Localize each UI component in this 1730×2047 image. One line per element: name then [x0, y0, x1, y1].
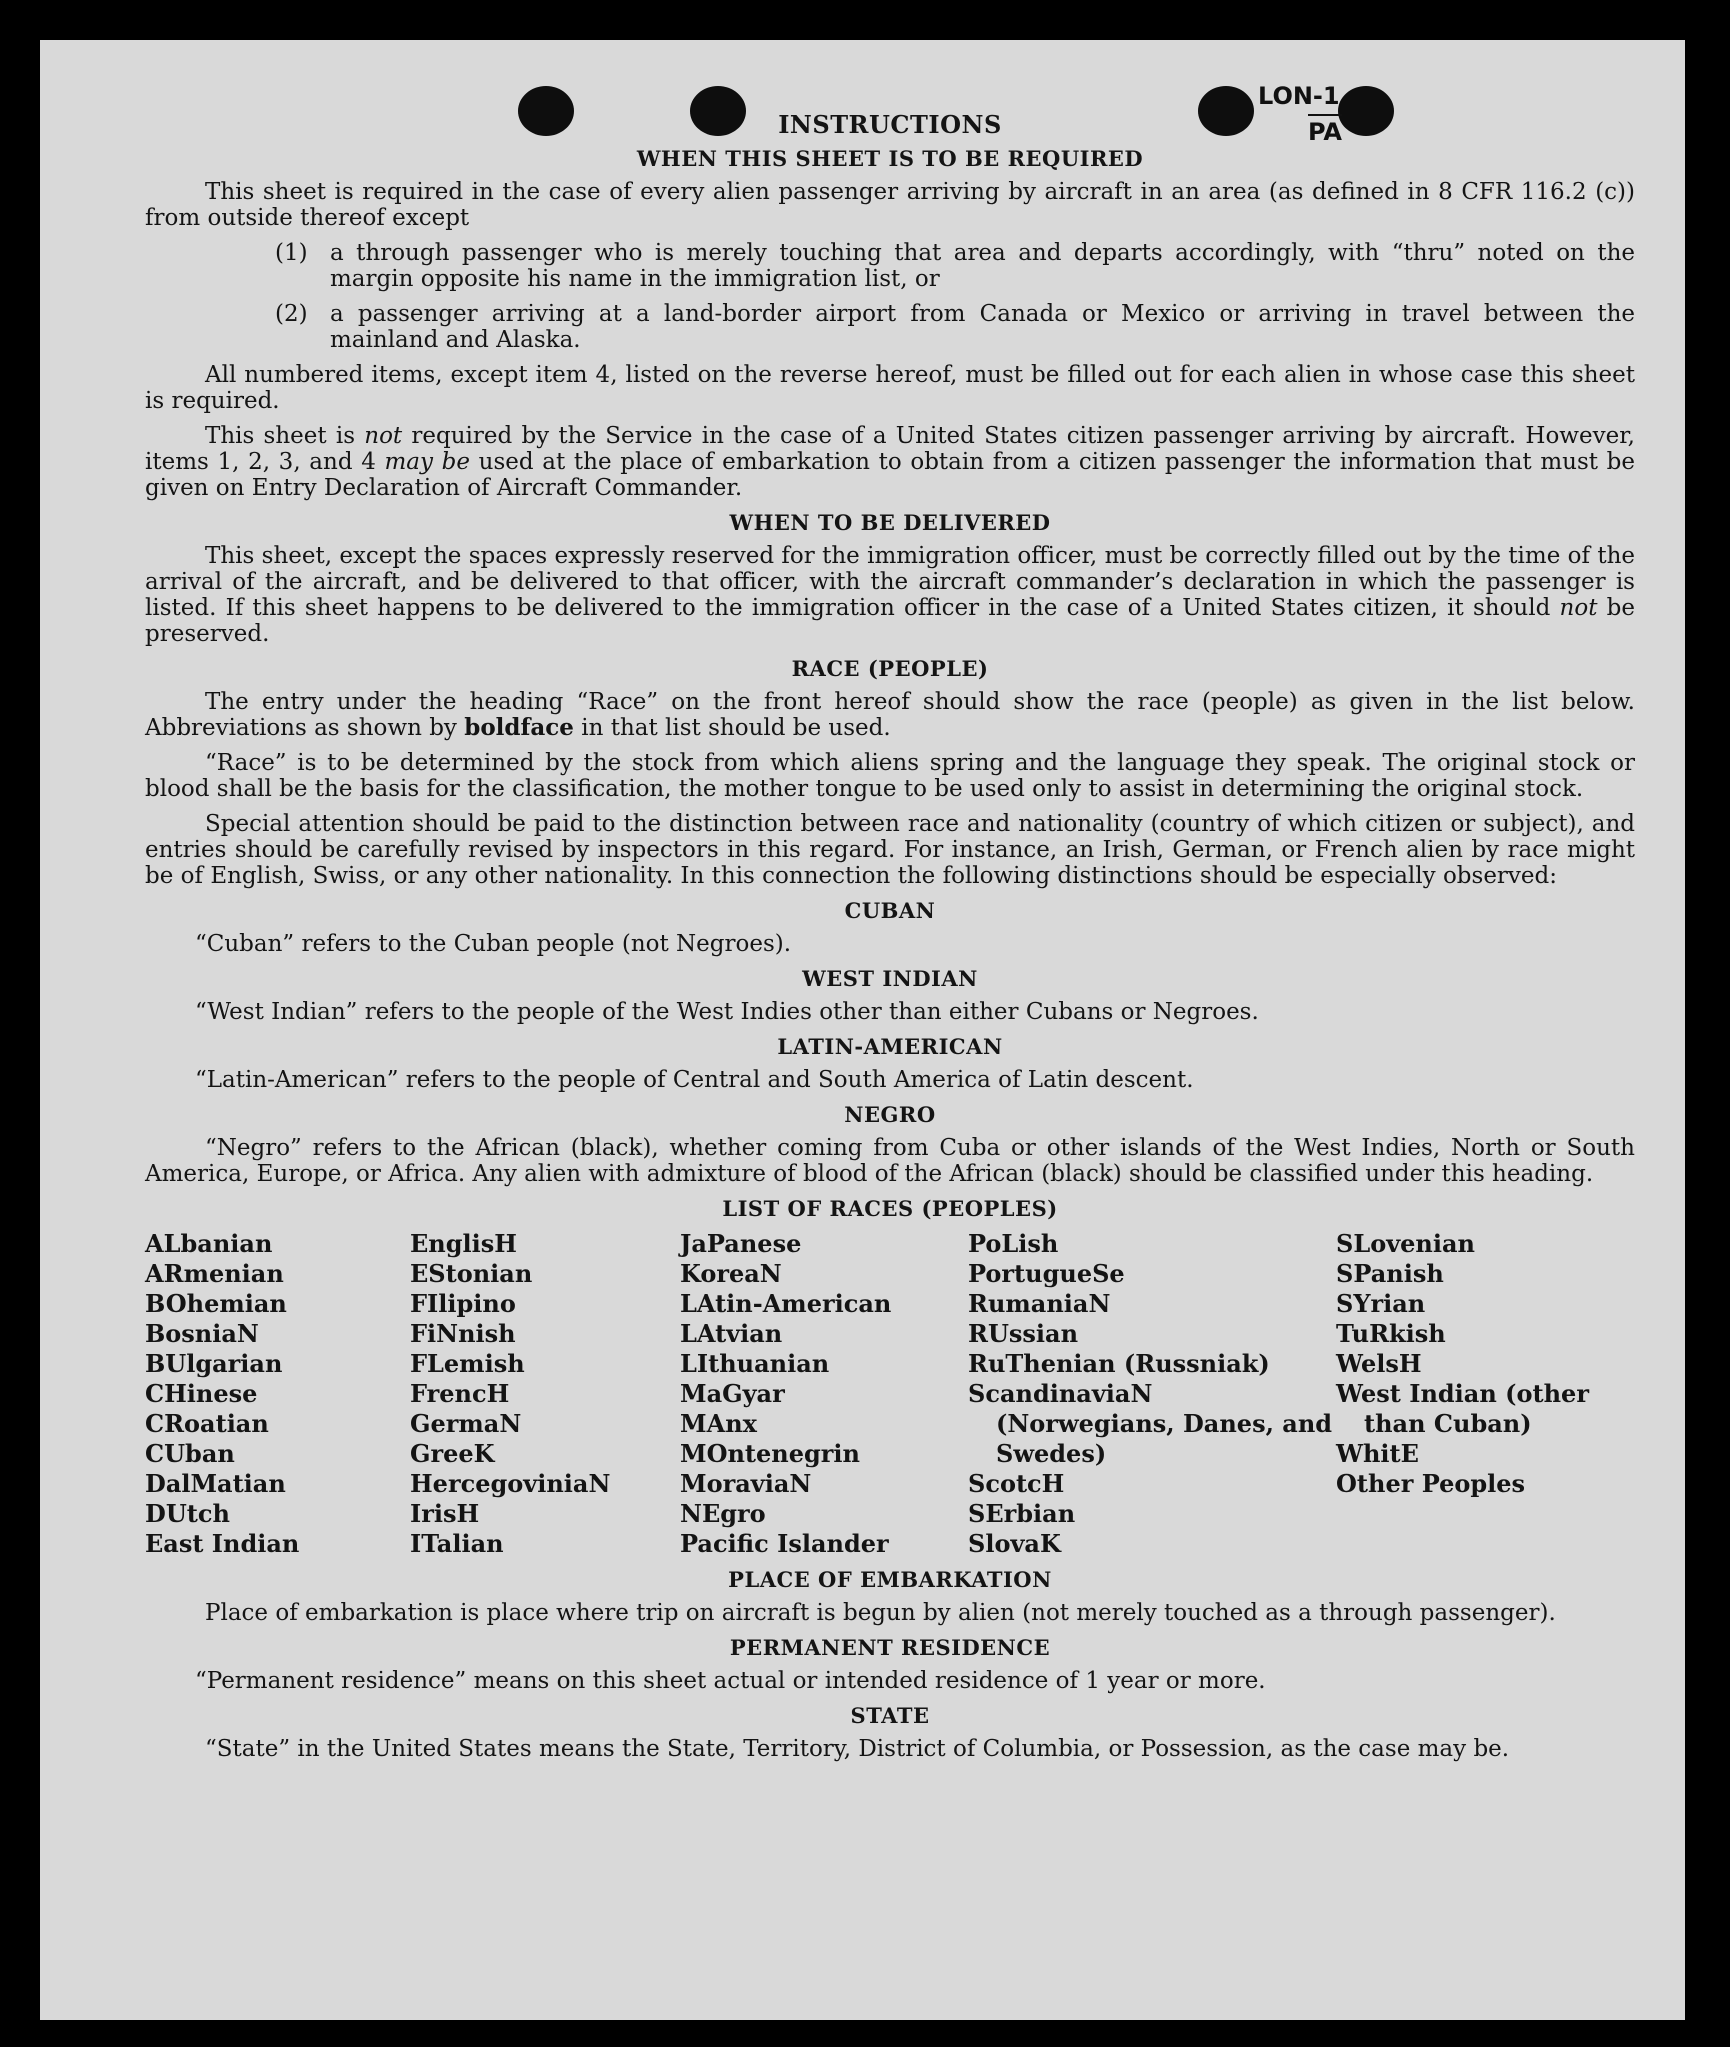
state-definition: “State” in the United States means the State, Territory, District of Columbia, or Possession, as the case may be. [205, 1736, 1510, 1762]
heading-west-indian: WEST INDIAN [802, 966, 978, 991]
races-column-2 [410, 1229, 680, 1559]
race-item: MAnx [680, 1409, 757, 1438]
race-item: SYrian [1336, 1289, 1426, 1318]
race-item: East Indian [145, 1529, 300, 1558]
race-item: MoraviaN [680, 1469, 812, 1498]
race-item: ScandinaviaN (Norwegians, Danes, and Swedes) [968, 1379, 1333, 1468]
race-item: EnglisH [410, 1229, 517, 1258]
race-item: ITalian [410, 1529, 504, 1558]
race-item: PortugueSe [968, 1259, 1125, 1288]
races-column-1 [145, 1229, 410, 1559]
margin-note-top: LON-1 [1258, 82, 1340, 110]
heading-residence: PERMANENT RESIDENCE [729, 1635, 1051, 1660]
page-title: INSTRUCTIONS [778, 110, 1002, 139]
race-item: GreeK [410, 1439, 495, 1468]
emphasis-not: not [364, 423, 403, 449]
race-item: NEgro [680, 1499, 766, 1528]
race-item: MaGyar [680, 1379, 785, 1408]
document-sheet [40, 40, 1685, 2020]
race-item: LIthuanian [680, 1349, 830, 1378]
race-paragraph-1 [145, 689, 1635, 741]
instructions-body [145, 112, 1635, 1771]
exception-text: a through passenger who is merely touching that area and departs accordingly, with “thru” noted on the margin opposite his name in the immigration list, or [330, 240, 1635, 292]
negro-definition: “Negro” refers to the African (black), whether coming from Cuba or other islands of the West Indies, North or South America, Europe, or Africa. Any alien with admixture of blood of the African (black) should be classified under this heading. [145, 1135, 1635, 1187]
race-item: LAtvian [680, 1319, 783, 1348]
race-item: SLovenian [1336, 1229, 1475, 1258]
text-run: be preserved. [145, 595, 1635, 647]
text-run: This sheet is [205, 423, 365, 449]
residence-definition: “Permanent residence” means on this sheet actual or intended residence of 1 year or more. [195, 1668, 1266, 1694]
race-item: CUban [145, 1439, 235, 1468]
race-item: WhitE [1336, 1439, 1419, 1468]
races-list [145, 1229, 1635, 1559]
text-run: required by the Service in the case of a United States citizen passenger arriving by aircraft. However, items 1, 2, 3, and 4 [145, 423, 1635, 475]
race-item: West Indian (other than Cuban) [1336, 1379, 1589, 1438]
heading-list-of-races: LIST OF RACES (PEOPLES) [722, 1196, 1058, 1221]
exception-item-1 [275, 240, 1635, 292]
race-item: RuThenian (Russniak) [968, 1349, 1270, 1378]
races-column-4 [968, 1229, 1336, 1559]
heading-delivered: WHEN TO BE DELIVERED [729, 510, 1051, 535]
races-column-3 [680, 1229, 968, 1559]
exception-number: (1) [275, 240, 308, 266]
citizen-paragraph [145, 423, 1635, 501]
race-item: LAtin-American [680, 1289, 892, 1318]
race-item: TuRkish [1336, 1319, 1446, 1348]
races-column-5 [1336, 1229, 1606, 1559]
race-item: Pacific Islander [680, 1529, 889, 1558]
exception-number: (2) [275, 301, 308, 327]
heading-latin-american: LATIN-AMERICAN [777, 1034, 1003, 1059]
race-item: GermaN [410, 1409, 522, 1438]
race-item: DalMatian [145, 1469, 286, 1498]
race-item: SlovaK [968, 1529, 1061, 1558]
embarkation-definition: Place of embarkation is place where trip on aircraft is begun by alien (not merely touched as a through passenger). [205, 1600, 1556, 1626]
race-item: BOhemian [145, 1289, 287, 1318]
race-item: ScotcH [968, 1469, 1065, 1498]
heading-race: RACE (PEOPLE) [791, 656, 989, 681]
heading-embarkation: PLACE OF EMBARKATION [728, 1567, 1052, 1592]
race-item: FLemish [410, 1349, 525, 1378]
race-item: SErbian [968, 1499, 1076, 1528]
text-run: The entry under the heading “Race” on the front hereof should show the race (people) as given in the list below. Abbreviations as shown by [145, 689, 1635, 741]
delivered-paragraph [145, 543, 1635, 647]
margin-note-bottom: PA [1308, 114, 1342, 146]
race-item: RumaniaN [968, 1289, 1111, 1318]
race-item: DUtch [145, 1499, 230, 1528]
numbered-items-paragraph: All numbered items, except item 4, listed on the reverse hereof, must be filled out for each alien in whose case this sheet is required. [145, 362, 1635, 414]
heading-cuban: CUBAN [844, 898, 936, 923]
race-item: BUlgarian [145, 1349, 283, 1378]
race-item: FIlipino [410, 1289, 516, 1318]
race-item: ALbanian [145, 1229, 273, 1258]
heading-state: STATE [850, 1703, 930, 1728]
exception-text: a passenger arriving at a land-border airport from Canada or Mexico or arriving in travel between the mainland and Alaska. [330, 301, 1635, 353]
race-item: HercegoviniaN [410, 1469, 611, 1498]
heading-negro: NEGRO [844, 1102, 936, 1127]
race-item: SPanish [1336, 1259, 1444, 1288]
text-run: in that list should be used. [573, 715, 891, 741]
emphasis-may-be: may be [384, 449, 471, 475]
race-item: JaPanese [680, 1229, 802, 1258]
race-item: CHinese [145, 1379, 258, 1408]
race-item: FrencH [410, 1379, 510, 1408]
emphasis-boldface: boldface [464, 714, 574, 741]
race-item: PoLish [968, 1229, 1059, 1258]
race-item: RUssian [968, 1319, 1079, 1348]
text-run: This sheet, except the spaces expressly reserved for the immigration officer, must be correctly filled out by the time of the arrival of the aircraft, and be delivered to that officer, with the aircraft commander’s declaration in which the passenger is listed. If this sheet happens to be delivered to the immigration officer in the case of a United States citizen, it should [145, 543, 1635, 621]
race-item: MOntenegrin [680, 1439, 860, 1468]
latin-american-definition: “Latin-American” refers to the people of Central and South America of Latin descent. [195, 1067, 1194, 1093]
race-item: BosniaN [145, 1319, 259, 1348]
west-indian-definition: “West Indian” refers to the people of the West Indies other than either Cubans or Negroes. [195, 999, 1259, 1025]
required-intro: This sheet is required in the case of every alien passenger arriving by aircraft in an area (as defined in 8 CFR 116.2 (c)) from outside thereof except [145, 179, 1635, 231]
text-run: used at the place of embarkation to obtain from a citizen passenger the information that must be given on Entry Declaration of Aircraft Commander. [145, 449, 1635, 501]
exception-item-2 [275, 301, 1635, 353]
race-item: Other Peoples [1336, 1469, 1526, 1498]
race-item: ARmenian [145, 1259, 284, 1288]
race-item: IrisH [410, 1499, 480, 1528]
heading-required: WHEN THIS SHEET IS TO BE REQUIRED [636, 146, 1144, 171]
emphasis-not: not [1559, 595, 1598, 621]
race-item: CRoatian [145, 1409, 269, 1438]
race-paragraph-2: “Race” is to be determined by the stock from which aliens spring and the language they speak. The original stock or blood shall be the basis for the classification, the mother tongue to be used only to assist in determining the original stock. [145, 750, 1635, 802]
race-item: KoreaN [680, 1259, 782, 1288]
cuban-definition: “Cuban” refers to the Cuban people (not Negroes). [195, 931, 792, 957]
race-item: EStonian [410, 1259, 533, 1288]
race-item: WelsH [1336, 1349, 1422, 1378]
race-paragraph-3: Special attention should be paid to the distinction between race and nationality (country of which citizen or subject), and entries should be carefully revised by inspectors in this regard. For instance, an Irish, German, or French alien by race might be of English, Swiss, or any other nationality. In this connection the following distinctions should be especially observed: [145, 811, 1635, 889]
race-item: FiNnish [410, 1319, 516, 1348]
